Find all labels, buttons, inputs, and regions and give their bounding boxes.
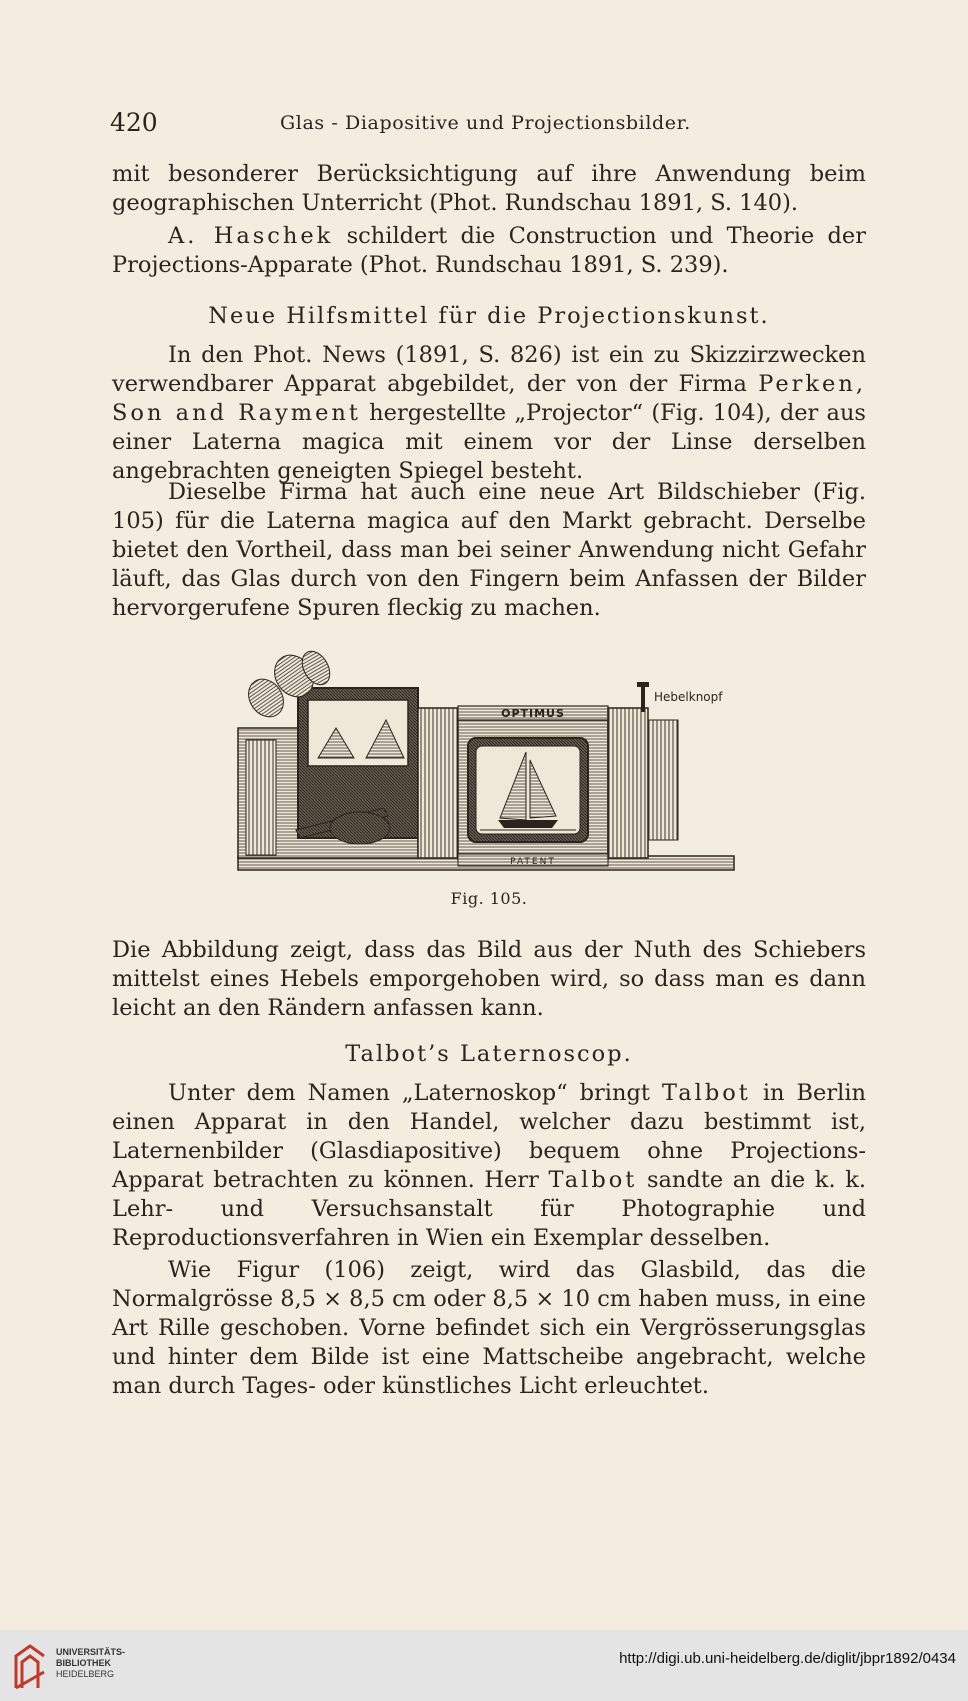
paragraph-6-part-b: in Berlin einen Apparat in den Handel, welcher dazu bestimmt ist, Laternenbilder (Glasdiapositive) bequem ohne Projections-Apparat betrachten zu können. Herr <box>112 1080 866 1193</box>
lever-knob-label: Hebelknopf <box>654 690 723 704</box>
paragraph-3-part-b: hergestellte „Projector“ (Fig. 104), der aus einer Laterna magica mit einem vor der Linse derselben angebrachten geneigten Spiegel besteht. <box>112 400 866 484</box>
page-number: 420 <box>110 108 158 137</box>
paragraph-4-text: Dieselbe Firma hat auch eine neue Art Bildschieber (Fig. 105) für die Laterna magica auf den Markt gebracht. Derselbe bietet den Vortheil, dass man bei seiner Anwendung nicht Gefahr läuft, das Glas durch von den Fingern beim Anfassen der Bilder hervorgerufene Spuren fleckig zu machen. <box>112 479 866 621</box>
paragraph-4 <box>112 478 866 623</box>
paragraph-5-text: Die Abbildung zeigt, dass das Bild aus der Nuth des Schiebers mittelst eines Hebels emporgehoben wird, so dass man es dann leicht an den Rändern anfassen kann. <box>112 937 866 1021</box>
paragraph-1-text: mit besonderer Berücksichtigung auf ihre Anwendung beim geographischen Unterricht (Phot. Rundschau 1891, S. 140). <box>112 161 866 216</box>
right-column <box>608 708 648 858</box>
section-heading-2: Talbot’s Laternoscop. <box>345 1041 633 1067</box>
library-logo-icon <box>12 1642 48 1692</box>
paragraph-6-part-a: Unter dem Namen „Laternoskop“ bringt <box>168 1080 662 1106</box>
running-title: Glas - Diapositive und Projectionsbilder. <box>280 112 691 134</box>
library-name <box>56 1647 125 1680</box>
paragraph-3 <box>112 341 866 486</box>
paragraph-3-text <box>112 341 866 486</box>
lever-knob-stem <box>641 686 645 712</box>
left-post <box>246 740 276 855</box>
paragraph-6 <box>112 1079 866 1253</box>
author-name: A. Haschek <box>168 223 334 249</box>
talbot-name-2: Talbot <box>548 1167 638 1193</box>
boat-hull <box>498 820 558 828</box>
patent-label: PATENT <box>510 857 556 867</box>
paragraph-7 <box>112 1256 866 1401</box>
paragraph-3-part-a: In den Phot. News (1891, S. 826) ist ein zu Skizzirzwecken verwendbarer Apparat abgebildet, der von der Firma <box>112 342 866 397</box>
lever-base <box>330 812 390 844</box>
paragraph-6-text <box>112 1079 866 1253</box>
optimus-label: OPTIMUS <box>501 707 565 720</box>
permalink-url[interactable]: http://digi.ub.uni-heidelberg.de/diglit/jbpr1892/0434 <box>619 1650 956 1667</box>
library-name-line-3: HEIDELBERG <box>56 1669 115 1679</box>
section-heading-1: Neue Hilfsmittel für die Projectionskunst. <box>208 303 770 329</box>
right-end <box>648 720 678 840</box>
paragraph-2-text <box>112 222 866 280</box>
middle-column <box>418 708 458 858</box>
paragraph-7-text: Wie Figur (106) zeigt, wird das Glasbild, das die Normalgrösse 8,5 × 8,5 cm oder 8,5 × 10 cm haben muss, in eine Art Rille geschoben. Vorne befindet sich ein Vergrösserungsglas und hinter dem Bilde ist eine Mattscheibe angebracht, welche man durch Tages- oder künstliches Licht erleuchtet. <box>112 1257 866 1399</box>
library-name-line-1: UNIVERSITÄTS- <box>56 1647 126 1657</box>
library-footer <box>0 1630 968 1701</box>
talbot-name-1: Talbot <box>661 1080 751 1106</box>
paragraph-5 <box>112 936 866 1023</box>
paragraph-2-body: schildert die Construction und Theorie der Projections-Apparate (Phot. Rundschau 1891, S. 239). <box>112 223 866 278</box>
figure-105-slide-changer <box>236 648 736 884</box>
library-name-line-2: BIBLIOTHEK <box>56 1658 111 1668</box>
lever-knob <box>637 682 649 687</box>
figure-caption: Fig. 105. <box>450 889 528 908</box>
firm-name: Perken, Son and Rayment <box>112 371 866 426</box>
page-header <box>110 108 890 138</box>
paragraph-6-part-c: sandte an die k. k. Lehr- und Versuchsanstalt für Photographie und Reproductionsverfahren in Wien ein Exemplar desselben. <box>112 1167 866 1251</box>
paragraph-2 <box>112 222 866 280</box>
paragraph-1 <box>112 160 866 218</box>
